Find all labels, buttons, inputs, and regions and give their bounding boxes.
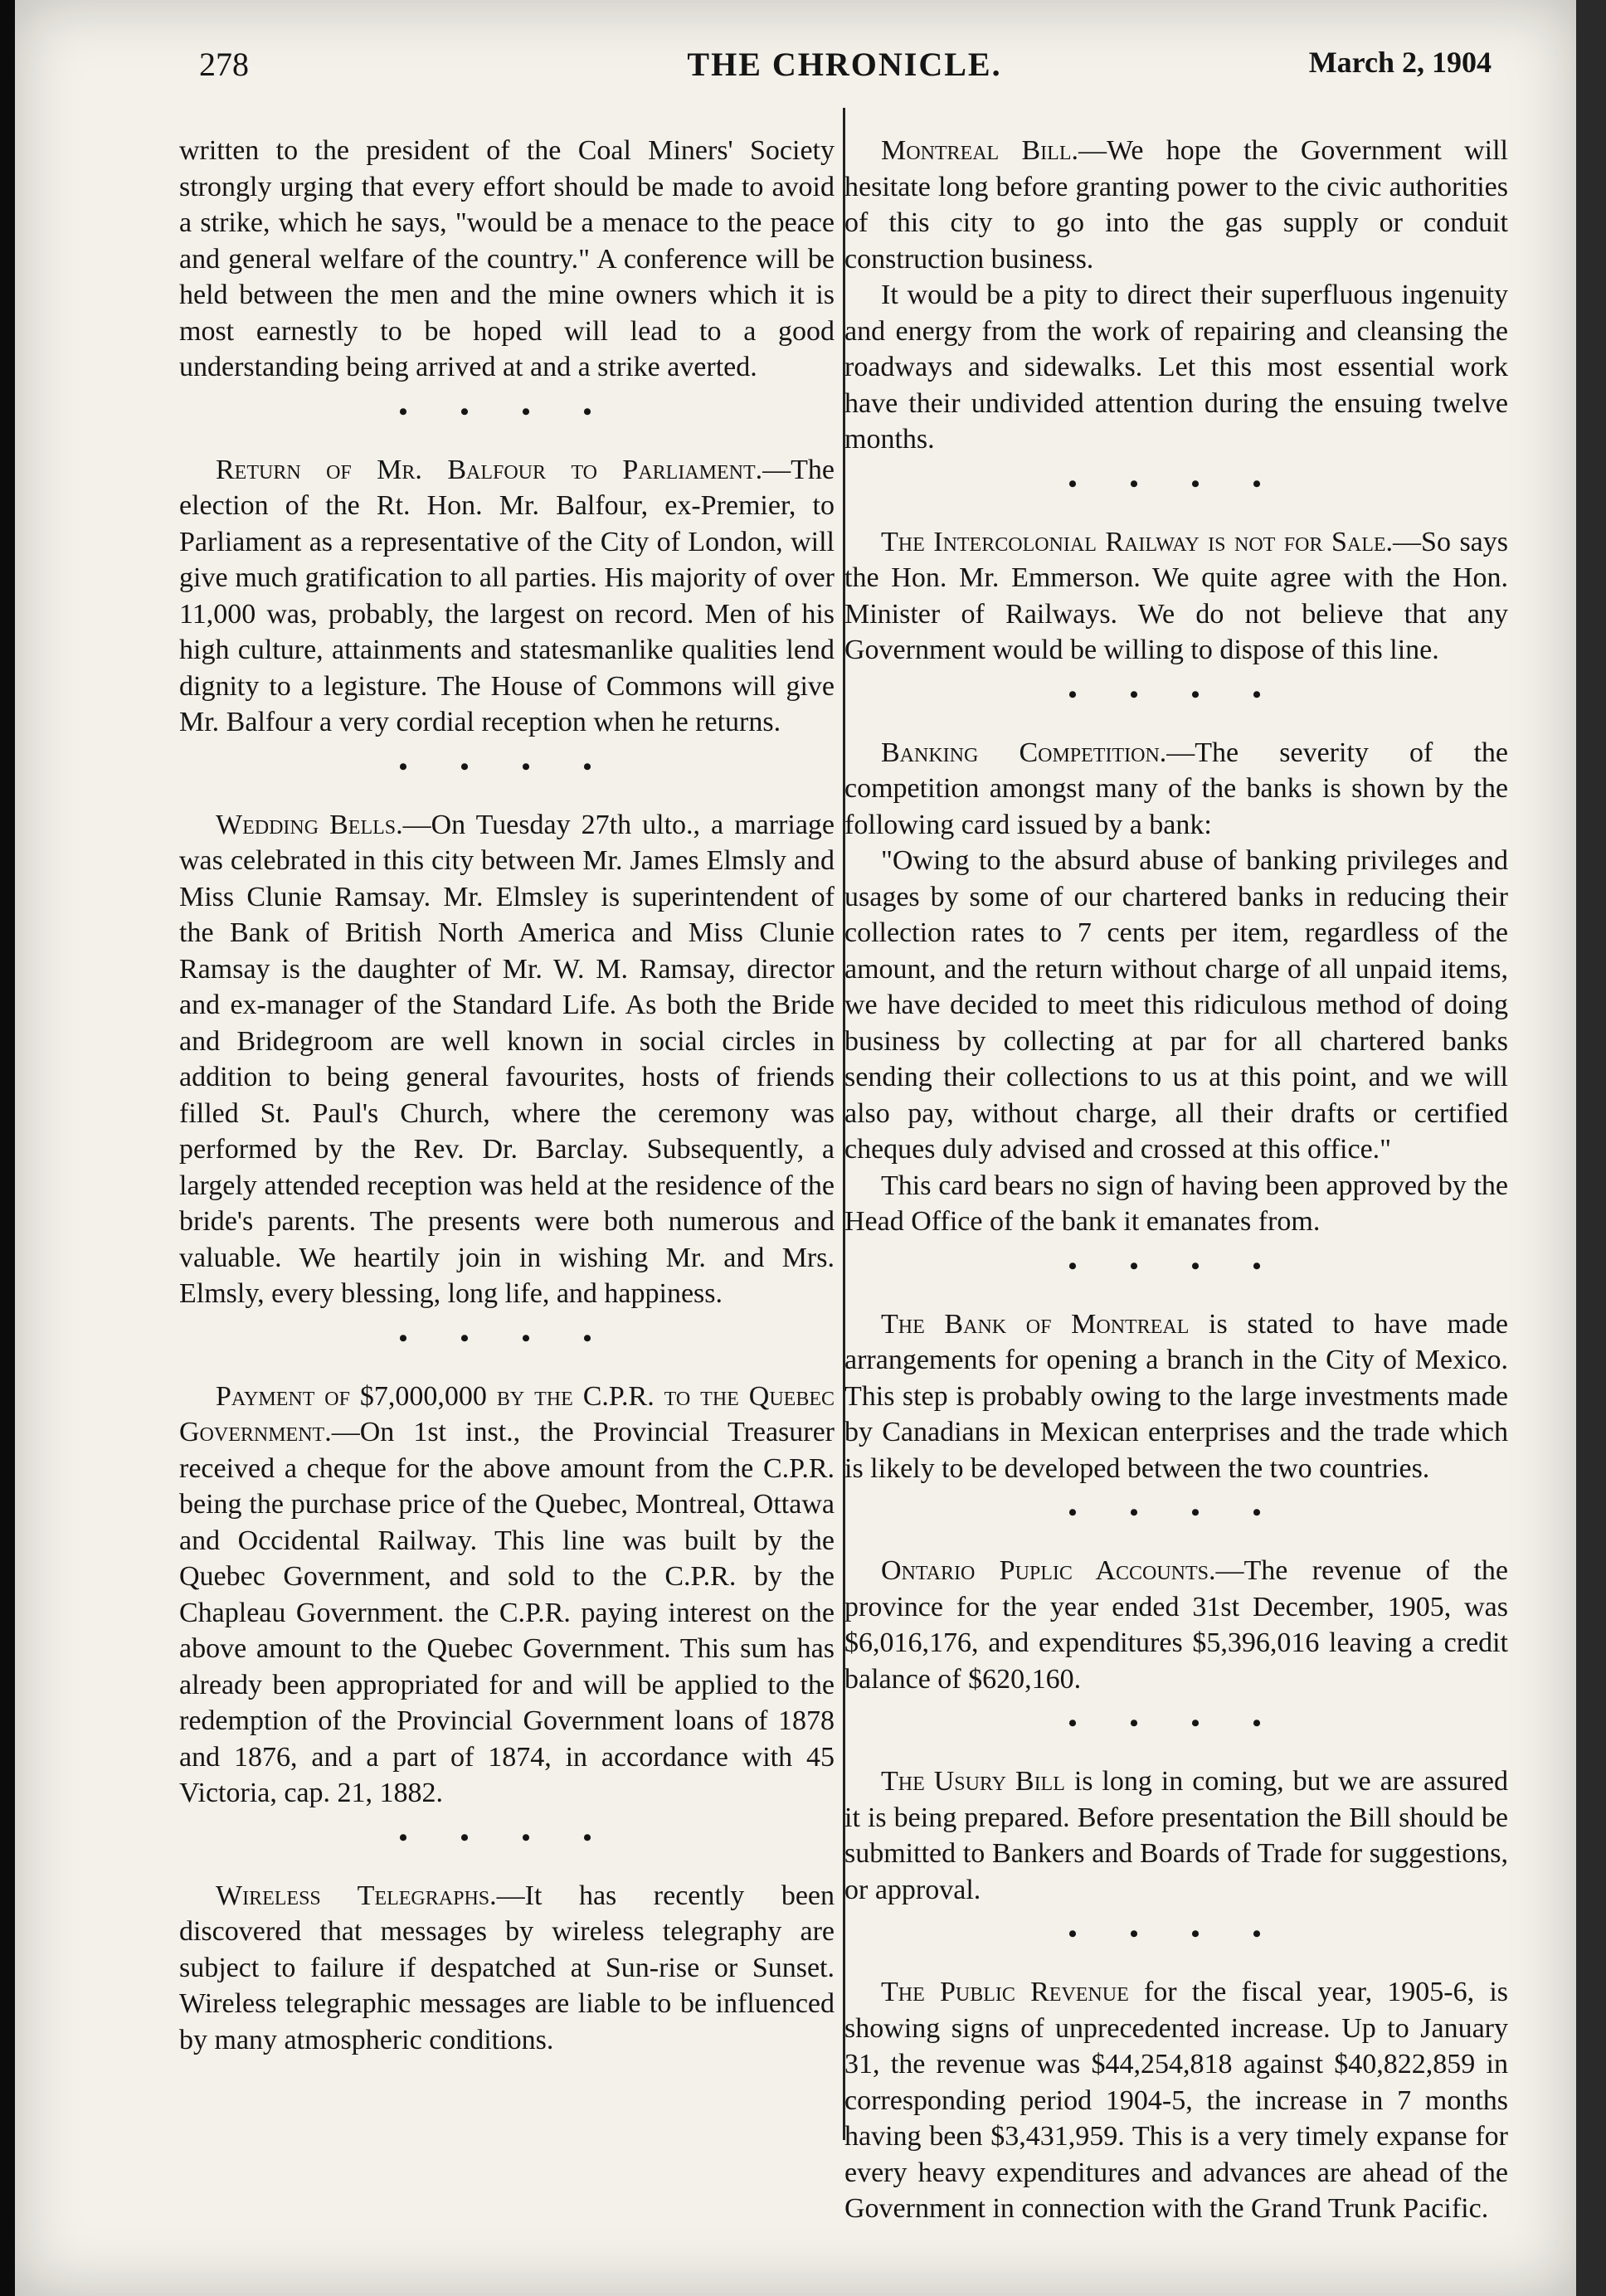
article-heading: Wedding Bells. — [216, 809, 403, 840]
article-heading: Return of Mr. Balfour to Parliament. — [216, 454, 763, 485]
section-separator: • • • • — [398, 397, 616, 426]
article-heading: Montreal Bill. — [881, 135, 1078, 166]
article-bank-of-montreal — [844, 1306, 1508, 1487]
article-wedding — [179, 807, 835, 1312]
article-text: for the fiscal year, 1905-6, is showing signs of unprecedented increase. Up to January 31, the revenue was $44,254,818 against $40,822,859 in corresponding period 1904-5, the increase in 7 months having been $3,431,959. This is a very timely expanse for every heavy expenditures and advances are ahead of the Government in connection with the Grand Trunk Pacific. — [844, 1977, 1509, 2224]
article-coal-miners — [179, 133, 835, 386]
article-text: —The severity of the competition amongst many of the banks is shown by the following card issued by a bank: — [844, 737, 1508, 840]
article-text: —The election of the Rt. Hon. Mr. Balfour, ex-Premier, to Parliament as a representative of the City of London, will give much gratification to all parties. His majority of over 11,000 was, probably, the largest on record. Men of his high culture, attainments and statesmanlike qualities lend dignity to a legisture. The House of Commons will give Mr. Balfour a very cordial reception when he returns. — [179, 454, 835, 737]
article-balfour — [179, 452, 835, 741]
section-separator: • • • • — [1068, 1920, 1285, 1948]
article-heading: The Intercolonial Railway is not for Sale. — [881, 526, 1394, 557]
article-paragraph: It would be a pity to direct their superfluous ingenuity and energy from the work of repairing and cleansing the roadways and sidewalks. Let this most essential work have their undivided attention during the ensuing twelve months. — [844, 280, 1508, 455]
article-text: written to the president of the Coal Miners' Society strongly urging that every effort should be made to avoid a strike, which he says, "would be a menace to the peace and general welfare of the country." A conference will be held between the men and the mine owners which it is most earnestly to be hoped will lead to a good understanding being arrived at and a strike averted. — [179, 135, 835, 382]
article-quote: "Owing to the absurd abuse of banking privileges and usages by some of our chartered banks in reducing their collection rates to 7 cents per item, regardless of the amount, and the return without charge of all unpaid items, we have decided to meet this ridiculous method of doing business by collecting at par for all chartered banks sending their collections to us at this point, and we will also pay, without charge, all their drafts or certified cheques duly advised and crossed at this office." — [844, 845, 1508, 1165]
section-separator: • • • • — [1068, 680, 1285, 708]
right-column — [844, 133, 1508, 2227]
article-heading: Wireless Telegraphs. — [216, 1880, 497, 1911]
section-separator: • • • • — [1068, 1252, 1285, 1280]
article-text: —We hope the Government will hesitate long before granting power to the civic authorities of this city to go into the gas supply or conduit construction business. — [844, 135, 1508, 275]
article-cpr-payment — [179, 1379, 835, 1812]
newspaper-page — [15, 0, 1576, 2296]
article-ontario-accounts — [844, 1553, 1508, 1697]
article-text: —It has recently been discovered that messages by wireless telegraphy are subject to failure if despatched at Sun-rise or Sunset. Wireless telegraphic messages are liable to be influenced by many atmospheric conditions. — [179, 1880, 835, 2055]
article-text: —On 1st inst., the Provincial Treasurer received a cheque for the above amount from the C.P.R. being the purchase price of the Quebec, Montreal, Ottawa and Occidental Railway. This line was built by the Quebec Government, and sold to the C.P.R. by the Chapleau Government. the C.P.R. paying interest on the above amount to the Quebec Government. This sum has already been appropriated for and will be applied to the redemption of the Provincial Government loans of 1878 and 1876, and a part of 1874, in accordance with 45 Victoria, cap. 21, 1882. — [179, 1417, 835, 1808]
section-separator: • • • • — [1068, 1710, 1285, 1737]
article-heading: Payment of $7,000,000 by the C.P.R. to the Quebec Government. — [179, 1380, 835, 1447]
section-separator: • • • • — [1068, 469, 1285, 498]
article-wireless — [179, 1878, 835, 2059]
article-montreal-bill — [844, 133, 1508, 277]
article-intercolonial — [844, 524, 1508, 669]
publication-title: THE CHRONICLE. — [687, 46, 1002, 83]
article-heading: The Public Revenue — [881, 1977, 1129, 2007]
article-usury-bill — [844, 1763, 1508, 1908]
article-text: —So says the Hon. Mr. Emmerson. We quite agree with the Hon. Minister of Railways. We do not believe that any Government would be willing to dispose of this line. — [844, 526, 1508, 665]
section-separator: • • • • — [398, 1324, 616, 1352]
page-header — [181, 40, 1508, 90]
article-heading: The Usury Bill — [881, 1766, 1065, 1797]
article-text: is stated to have made arrangements for opening a branch in the City of Mexico. This step is probably owing to the large investments made by Canadians in Mexican enterprises and the trade which is likely to be developed between the two countries. — [844, 1308, 1508, 1484]
article-text: is long in coming, but we are assured it is being prepared. Before presentation the Bill should be submitted to Bankers and Boards of Trade for suggestions, or approval. — [844, 1766, 1508, 1905]
section-separator: • • • • — [1068, 1499, 1285, 1526]
article-public-revenue — [844, 1974, 1508, 2227]
article-heading: The Bank of Montreal — [881, 1308, 1190, 1340]
article-text: —The revenue of the province for the year ended 31st December, 1905, was $6,016,176, and expenditures $5,396,016 leaving a credit balance of $620,160. — [844, 1555, 1508, 1695]
article-heading: Ontario Puplic Accounts. — [881, 1555, 1216, 1586]
section-separator: • • • • — [398, 752, 616, 781]
article-paragraph: This card bears no sign of having been approved by the Head Office of the bank it emanates from. — [844, 1170, 1508, 1237]
page-number: 278 — [199, 46, 249, 83]
section-separator: • • • • — [398, 1823, 616, 1851]
left-column — [179, 133, 835, 2058]
article-text: —On Tuesday 27th ulto., a marriage was celebrated in this city between Mr. James Elmsly and Miss Clunie Ramsay. Mr. Elmsley is superintendent of the Bank of British North America and Miss Clunie Ramsay is the daughter of Mr. W. M. Ramsay, director and ex-manager of the Standard Life. As both the Bride and Bridegroom are well known in social circles in addition to being general favourites, hosts of friends filled St. Paul's Church, where the ceremony was performed by the Rev. Dr. Barclay. Subsequently, a largely attended reception was held at the residence of the bride's parents. The presents were both numerous and valuable. We heartily join in wishing Mr. and Mrs. Elmsly, every blessing, long life, and happiness. — [179, 809, 835, 1309]
page-edge — [1576, 0, 1606, 2296]
article-banking — [844, 735, 1508, 844]
article-heading: Banking Competition. — [881, 737, 1167, 768]
issue-date: March 2, 1904 — [1308, 46, 1492, 79]
